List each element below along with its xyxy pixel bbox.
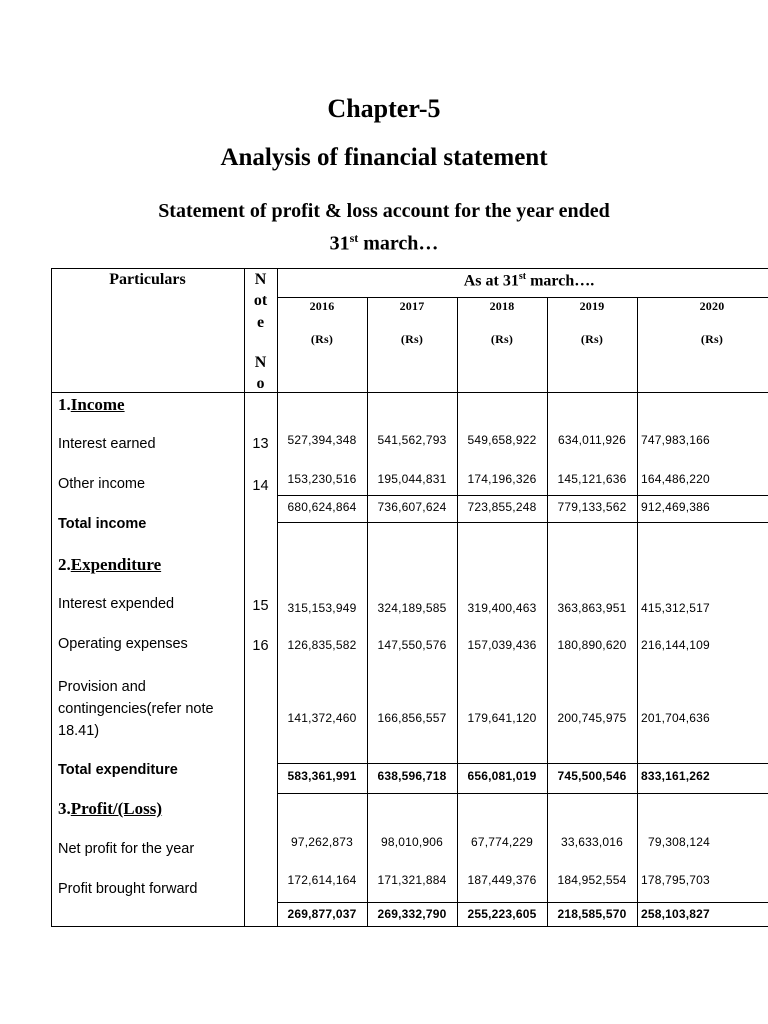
rule-asat [277,297,768,298]
value-total-income-2017: 736,607,624 [377,500,447,514]
value-profit-total-2019: 218,585,570 [557,907,627,921]
value-net-profit-2020: 79,308,124 [648,835,711,849]
section-income-title: Income [70,395,125,414]
value-operating-expenses-2016: 126,835,582 [287,638,357,652]
value-interest-expended-2018: 319,400,463 [467,601,537,615]
value-total-income-2018: 723,855,248 [467,500,537,514]
header-note-o: o [256,375,265,392]
value-operating-expenses-2020: 216,144,109 [641,638,710,652]
section-income-num: 1. [58,395,71,414]
value-provision-2019: 200,745,975 [557,711,627,725]
value-interest-expended-2019: 363,863,951 [557,601,627,615]
header-as-at-sup: st [518,271,527,282]
value-interest-earned-2018: 549,658,922 [467,433,537,447]
section-profit-num: 3. [58,799,71,818]
value-provision-2020: 201,704,636 [641,711,710,725]
subtitle-sup: st [349,231,359,245]
header-note-e: e [256,314,265,331]
rule-left [51,268,52,927]
value-profit-bf-2018: 187,449,376 [467,873,537,887]
rule-note [277,268,278,927]
value-interest-earned-2016: 527,394,348 [287,433,357,447]
rule-2019 [637,297,638,927]
unit-2018: (Rs) [490,332,514,346]
section-profit [58,799,162,819]
note-interest-expended: 15 [252,598,269,614]
header-as-at-prefix: As at 31 [463,272,519,290]
value-total-expenditure-2020: 833,161,262 [641,769,710,783]
note-operating-expenses: 16 [252,638,269,654]
rule-bottom [51,926,768,927]
value-interest-expended-2017: 324,189,585 [377,601,447,615]
note-interest-earned: 13 [252,436,269,452]
value-total-expenditure-2016: 583,361,991 [287,769,357,783]
value-net-profit-2017: 98,010,906 [380,835,444,849]
value-total-income-2016: 680,624,864 [287,500,357,514]
year-2018: 2018 [489,299,515,313]
value-profit-bf-2017: 171,321,884 [377,873,447,887]
rule-header-bottom [51,392,768,393]
value-interest-expended-2020: 415,312,517 [641,601,710,615]
value-interest-earned-2020: 747,983,166 [641,433,710,447]
header-as-at [277,271,768,290]
unit-2020: (Rs) [700,332,724,346]
header-particulars: Particulars [109,271,186,288]
profit-loss-table [51,268,768,927]
label-provision-line1: Provision and [58,679,146,695]
section-expenditure [58,555,161,575]
value-profit-bf-2016: 172,614,164 [287,873,357,887]
value-net-profit-2016: 97,262,873 [290,835,354,849]
label-provision-line3: 18.41) [58,723,100,739]
value-interest-earned-2017: 541,562,793 [377,433,447,447]
unit-2017: (Rs) [400,332,424,346]
value-profit-total-2017: 269,332,790 [377,907,447,921]
value-provision-2017: 166,856,557 [377,711,447,725]
unit-2016: (Rs) [310,332,334,346]
value-profit-bf-2020: 178,795,703 [641,873,710,887]
header-note-ot: ot [253,292,268,309]
value-net-profit-2019: 33,633,016 [560,835,624,849]
label-interest-expended: Interest expended [58,596,175,612]
year-2016: 2016 [309,299,335,313]
year-2020: 2020 [699,299,725,313]
unit-2019: (Rs) [580,332,604,346]
section-profit-title: Profit/(Loss) [70,799,163,818]
value-total-income-2020: 912,469,386 [641,500,710,514]
rule-total-exp-top [277,763,768,764]
label-interest-earned: Interest earned [58,436,156,452]
header-note-n: N [254,271,267,288]
rule-profit-total-top [277,902,768,903]
label-other-income: Other income [58,476,146,492]
value-total-expenditure-2019: 745,500,546 [557,769,627,783]
year-2019: 2019 [579,299,605,313]
rule-total-exp-bottom [277,793,768,794]
section-expenditure-title: Expenditure [70,555,162,574]
value-interest-expended-2016: 315,153,949 [287,601,357,615]
value-profit-bf-2019: 184,952,554 [557,873,627,887]
label-operating-expenses: Operating expenses [58,636,188,652]
label-profit-brought-forward: Profit brought forward [58,881,198,897]
value-operating-expenses-2019: 180,890,620 [557,638,627,652]
value-other-income-2018: 174,196,326 [467,472,537,486]
rule-total-income-bottom [277,522,768,523]
header-as-at-suffix: march…. [526,272,595,290]
section-expenditure-num: 2. [58,555,71,574]
value-operating-expenses-2017: 147,550,576 [377,638,447,652]
value-profit-total-2020: 258,103,827 [641,907,710,921]
label-total-expenditure: Total expenditure [58,762,178,778]
chapter-heading: Chapter-5 [327,94,441,123]
label-provision [58,676,214,742]
label-net-profit: Net profit for the year [58,841,195,857]
value-interest-earned-2019: 634,011,926 [557,433,627,447]
value-provision-2018: 179,641,120 [467,711,537,725]
value-net-profit-2018: 67,774,229 [470,835,534,849]
rule-top [51,268,768,269]
label-total-income: Total income [58,516,147,532]
subtitle-day: 31 [329,232,350,255]
value-total-expenditure-2018: 656,081,019 [467,769,537,783]
value-other-income-2017: 195,044,831 [377,472,447,486]
value-other-income-2020: 164,486,220 [641,472,710,486]
page-title: Analysis of financial statement [220,144,548,171]
header-note-n2: N [254,354,267,371]
section-income [58,395,125,415]
note-other-income: 14 [252,478,269,494]
rule-total-income-top [277,495,768,496]
value-operating-expenses-2018: 157,039,436 [467,638,537,652]
value-profit-total-2018: 255,223,605 [467,907,537,921]
subtitle-month: march… [358,232,439,255]
value-other-income-2016: 153,230,516 [287,472,357,486]
year-2017: 2017 [399,299,425,313]
value-total-expenditure-2017: 638,596,718 [377,769,447,783]
value-profit-total-2016: 269,877,037 [287,907,357,921]
value-other-income-2019: 145,121,636 [557,472,627,486]
label-provision-line2: contingencies(refer note [58,701,214,717]
value-provision-2016: 141,372,460 [287,711,357,725]
statement-subtitle [0,198,768,258]
value-total-income-2019: 779,133,562 [557,500,627,514]
subtitle-line1: Statement of profit & loss account for the year ended [158,200,610,222]
